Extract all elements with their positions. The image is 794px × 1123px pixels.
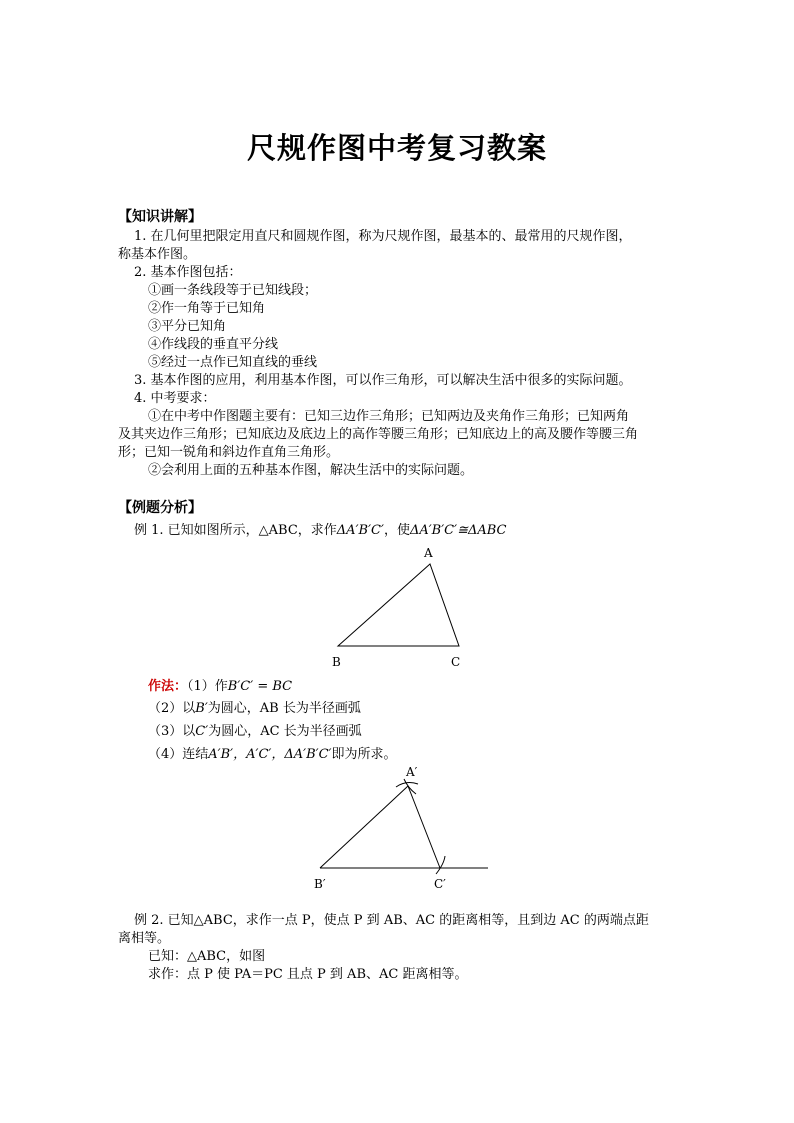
triangle-abc-shape bbox=[338, 564, 459, 646]
figure-triangle-constructed bbox=[300, 760, 500, 900]
step-2-prefix: （2）以 bbox=[148, 701, 196, 716]
step-2-suffix: 为圆心，AB 长为半径画弧 bbox=[207, 701, 361, 716]
figure-triangle-abc bbox=[320, 540, 480, 670]
arc-at-c bbox=[436, 856, 445, 874]
example-2-given: 已知：△ABC，如图 bbox=[148, 949, 266, 964]
examples-heading: 【例题分析】 bbox=[118, 500, 202, 516]
example-2-line2: 离相等。 bbox=[118, 931, 171, 946]
knowledge-p2: 2. 基本作图包括： bbox=[134, 265, 242, 280]
method-label: 作法： bbox=[148, 679, 188, 694]
vertex-label-b: B bbox=[332, 655, 341, 669]
example-1-prefix: 例 1. 已知如图所示，△ABC，求作 bbox=[134, 523, 337, 538]
knowledge-item-1: ①画一条线段等于已知线段； bbox=[148, 283, 318, 298]
requirement-2: ②会利用上面的五种基本作图，解决生活中的实际问题。 bbox=[148, 463, 474, 478]
knowledge-item-4: ④作线段的垂直平分线 bbox=[148, 337, 279, 352]
knowledge-item-3: ③平分已知角 bbox=[148, 319, 227, 334]
vertex-label-c: C bbox=[451, 655, 461, 669]
example-2-line1: 例 2. 已知△ABC，求作一点 P，使点 P 到 AB、AC 的距离相等，且到边 AC 的两端点距 bbox=[134, 913, 649, 928]
example-1-middle: ，使 bbox=[383, 523, 410, 538]
knowledge-heading: 【知识讲解】 bbox=[118, 209, 202, 225]
requirement-1-line2: 及其夹边作三角形；已知底边及底边上的高作等腰三角形；已知底边上的高及腰作等腰三角 bbox=[118, 427, 639, 442]
example-1-statement bbox=[134, 522, 507, 540]
knowledge-p3: 3. 基本作图的应用，利用基本作图，可以作三角形，可以解决生活中很多的实际问题。 bbox=[134, 373, 632, 388]
vertex-label-c-prime: C′ bbox=[434, 877, 446, 891]
method-step-2 bbox=[148, 700, 361, 718]
example-2-required: 求作：点 P 使 PA＝PC 且点 P 到 AB、AC 距离相等。 bbox=[148, 967, 468, 982]
step-3-math: C′ bbox=[195, 724, 209, 739]
knowledge-p1-line2: 称基本作图。 bbox=[118, 247, 197, 262]
method-step-1 bbox=[148, 678, 292, 696]
page-title: 尺规作图中考复习教案 bbox=[246, 131, 547, 165]
vertex-label-a: A bbox=[424, 546, 433, 560]
step-4-math: A′B′，A′C′，ΔA′B′C′ bbox=[208, 747, 332, 762]
knowledge-item-2: ②作一角等于已知角 bbox=[148, 301, 266, 316]
example-1-relation: ΔA′B′C′≅ΔABC bbox=[409, 523, 507, 538]
step-4-suffix: 即为所求。 bbox=[331, 747, 397, 762]
knowledge-item-5: ⑤经过一点作已知直线的垂线 bbox=[148, 355, 318, 370]
knowledge-p4: 4. 中考要求： bbox=[134, 391, 216, 406]
vertex-label-b-prime: B′ bbox=[314, 877, 326, 891]
example-1-target: ΔA′B′C′ bbox=[336, 523, 384, 538]
step-1-math: B′C′ = BC bbox=[227, 679, 293, 694]
step-4-prefix: （4）连结 bbox=[148, 747, 209, 762]
method-step-3 bbox=[148, 723, 362, 741]
side-a-b-line bbox=[320, 786, 408, 868]
requirement-1-line3: 形；已知一锐角和斜边作直角三角形。 bbox=[118, 445, 340, 460]
knowledge-p1-line1: 1. 在几何里把限定用直尺和圆规作图，称为尺规作图，最基本的、最常用的尺规作图， bbox=[134, 229, 632, 244]
side-a-c-line bbox=[408, 786, 440, 868]
requirement-1-line1: ①在中考中作图题主要有：已知三边作三角形；已知两边及夹角作三角形；已知两角 bbox=[148, 409, 630, 424]
step-3-suffix: 为圆心，AC 长为半径画弧 bbox=[208, 724, 362, 739]
vertex-label-a-prime: A′ bbox=[406, 765, 418, 779]
step-3-prefix: （3）以 bbox=[148, 724, 196, 739]
step-1-prefix: （1）作 bbox=[187, 679, 228, 694]
step-2-math: B′ bbox=[195, 701, 208, 716]
